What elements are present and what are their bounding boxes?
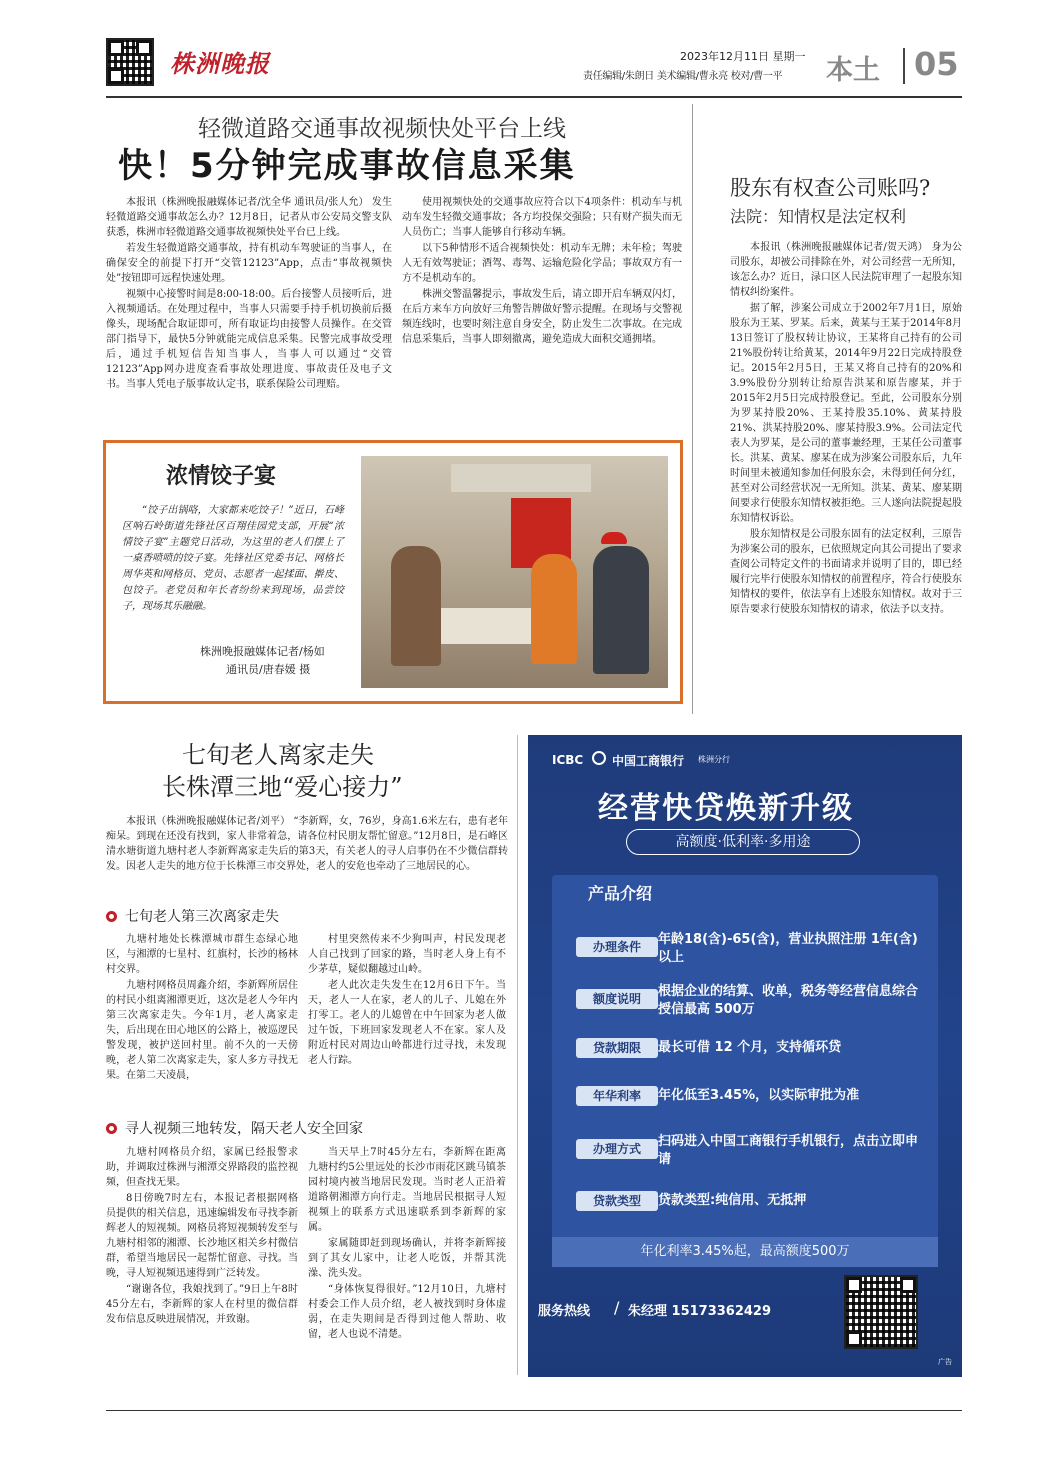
article3-paragraph: 九塘村网格员周鑫介绍，李新辉所居住的村民小组离湘潭更近，这次是老人今年内第三次离家走失。今年1月，老人离家走失，后出现在田心地区的公路上，被巡逻民警发现，被护送回村里。前不久的一天傍晚，老人第二次离家走失，家人多方寻找无果。在第二天凌晨， xyxy=(106,980,298,1081)
article1-paragraph: 本报讯（株洲晚报融媒体记者/沈全华 通讯员/张人允） 发生轻微道路交通事故怎么办？12月8日，记者从市公安局交警支队获悉，株洲市轻微道路交通事故视频快处平台已上线。 xyxy=(106,197,392,238)
section-bullet-icon xyxy=(106,1123,117,1134)
ad-summary: 年化利率3.45%起，最高额度500万 xyxy=(640,1244,850,1259)
article3-paragraph: 当天早上7时45分左右，李新辉在距离九塘村约5公里远处的长沙市雨花区跳马镇茶园村境内被当地居民发现。当时老人正沿着道路朝湘潭方向行走。当地居民根据寻人短视频上的联系方式迅速联系到李新辉的家属。 xyxy=(308,1147,506,1233)
article3-s2-col2 xyxy=(308,1145,506,1381)
article3-lead xyxy=(106,814,508,894)
ad-hotline-label: 服务热线 xyxy=(538,1304,591,1319)
section-divider xyxy=(903,48,905,84)
ad-qr-code[interactable] xyxy=(844,1275,918,1349)
article3-paragraph: 村里突然传来不少狗叫声，村民发现老人自己找到了回家的路，当时老人身上有不少茅草，疑似翻越过山岭。 xyxy=(308,934,506,975)
ad-row-label: 办理条件 xyxy=(576,937,658,957)
masthead-logo: 株洲晚报 xyxy=(170,49,270,78)
ad-hotline-value[interactable]: 朱经理 15173362429 xyxy=(628,1304,772,1319)
ad-summary-bar xyxy=(552,1237,938,1267)
article3-title-line2: 长株潭三地“爱心接力” xyxy=(162,773,403,801)
ad-row-label: 年华利率 xyxy=(576,1086,658,1106)
article3-paragraph: 8日傍晚7时左右，本报记者根据网格员提供的相关信息，迅速编辑发布寻找李新辉老人的短视频。网格员将短视频转发至与九塘村相邻的湘潭、长沙地区相关乡村微信群，希望当地居民一起帮忙留意、寻找。当晚，寻人短视频迅速得到广泛转发。 xyxy=(106,1193,298,1279)
article1-body-col1 xyxy=(106,195,392,393)
article3-s1-col1 xyxy=(106,932,298,1110)
feature-body: “饺子出锅咯，大家都来吃饺子！”近日，石峰区响石岭街道先锋社区百翔佳园党支部，开展“浓情饺子宴”主题党日活动，为这里的老人们摆上了一桌香喷喷的饺子宴。先锋社区党委书记、网格长周华英和网格员、党员、志愿者一起揉面、擀皮、包饺子。老党员和年长者纷纷来到现场，品尝饺子，现场其乐融融。 xyxy=(122,505,344,612)
article3-paragraph: 九塘村网格员介绍，家属已经报警求助，并调取过株洲与湘潭交界路段的监控视频，但查找无果。 xyxy=(106,1147,298,1188)
feature-title: 浓情饺子宴 xyxy=(166,464,277,489)
feature-credit-2: 通讯员/唐春媛 摄 xyxy=(226,663,311,676)
ad-row-label: 贷款类型 xyxy=(576,1191,658,1211)
article3-paragraph: 家属随即赶到现场确认，并将李新辉接到了其女儿家中，让老人吃饭，并帮其洗澡、洗头发。 xyxy=(308,1238,506,1279)
header-qr-code[interactable] xyxy=(106,38,154,86)
feature-box xyxy=(103,440,683,704)
issue-date: 2023年12月11日 星期一 xyxy=(680,50,806,63)
article1-title: 快！5分钟完成事故信息采集 xyxy=(118,146,576,186)
photo-person xyxy=(593,546,649,674)
article1-paragraph: 株洲交警温馨提示，事故发生后，请立即开启车辆双闪灯，在后方来车方向放好三角警告牌做好警示提醒。在现场与交警视频连线时，也要时刻注意自身安全，防止发生二次事故。在完成信息采集后，当事人即刻撤离，避免造成大面积交通拥堵。 xyxy=(402,289,682,345)
ad-hotline-slash: / xyxy=(614,1298,620,1317)
article1-body-col2 xyxy=(402,195,682,348)
article1-paragraph: 视频中心接警时间是8:00-18:00。后台接警人员接听后，进入视频通话。在处理过程中，当事人只需要手持手机切换前后摄像头，现场配合取证即可，所有取证均由接警人员操作。在交管部门指导下，最快5分钟就能完成信息采集。民警完成事故受理后，通过手机短信告知当事人，当事人可以通过“交管12123”App网办进度查看事故处理进度、事故责任及电子文书。当事人凭电子版事故认定书，联系保险公司理赔。 xyxy=(106,289,392,390)
article3-section2-heading xyxy=(106,1118,363,1138)
article3-lead-paragraph: 本报讯（株洲晚报融媒体记者/刘平） “李新辉，女，76岁，身高1.6米左右，患有老年痴呆。到现在还没有找到，家人非常着急，请各位村民朋友帮忙留意。”12月8日，是石峰区清水塘街道九塘村老人李新辉离家走失后的第3天，有关老人的寻人启事仍在不少微信群转发。因老人走失的地方位于长株潭三市交界处，老人的安危也牵动了三地居民的心。 xyxy=(106,816,508,872)
icbc-logo: ICBC xyxy=(552,753,584,767)
ad-tagline-pill xyxy=(626,829,860,855)
article2-paragraph: 本报讯（株洲晚报融媒体记者/贺天鸿） 身为公司股东，却被公司排除在外，对公司经营一无所知，该怎么办？近日，渌口区人民法院审理了一起股东知情权纠纷案件。 xyxy=(730,242,962,298)
feature-credit-1: 株洲晚报融媒体记者/杨如 xyxy=(200,645,325,658)
ad-headline: 经营快贷焕新升级 xyxy=(598,791,854,826)
ad-row-text: 最长可借 12 个月，支持循环贷 xyxy=(658,1040,842,1055)
article2-title: 股东有权查公司账吗? xyxy=(730,176,931,200)
photo-person xyxy=(531,554,577,664)
column-rule xyxy=(692,104,693,714)
photo-person xyxy=(391,546,441,666)
feature-photo xyxy=(361,456,668,688)
article3-s2-col1 xyxy=(106,1145,298,1381)
ad-row-text: 年龄18(含)-65(含)，营业执照注册 1年(含)以上 xyxy=(658,932,918,965)
editor-credits: 责任编辑/朱朗日 美术编辑/曹永亮 校对/曹一平 xyxy=(583,71,783,82)
article3-title-line1: 七旬老人离家走失 xyxy=(182,741,374,769)
icbc-advertisement[interactable] xyxy=(528,735,962,1377)
ad-row-text: 贷款类型:纯信用、无抵押 xyxy=(658,1193,807,1208)
ad-row-text: 根据企业的结算、收单，税务等经营信息综合授信最高 500万 xyxy=(658,984,919,1017)
article2-body xyxy=(730,240,962,710)
ad-row-text: 年化低至3.45%，以实际审批为准 xyxy=(658,1088,860,1103)
section2-heading-text: 寻人视频三地转发，隔天老人安全回家 xyxy=(125,1121,363,1137)
photo-red-cap xyxy=(601,532,627,544)
article3-paragraph: “谢谢各位，我娘找到了。”9日上午8时45分左右，李新辉的家人在村里的微信群发布信息反映进展情况，并致谢。 xyxy=(106,1284,298,1325)
photo-wall-banner xyxy=(451,464,591,492)
article3-paragraph: “身体恢复得很好。”12月10日，九塘村村委会工作人员介绍，老人被找到时身体虚弱，在走失期间是否得到过他人帮助、收留，老人也说不清楚。 xyxy=(308,1284,506,1340)
article2-paragraph: 据了解，涉案公司成立于2002年7月1日，原始股东为王某、罗某。后来，黄某与王某于2014年8月13日签订了股权转让协议，王某将自己持有的公司21%股份转让给黄某，2014年9月22日完成持股登记。2015年2月5日，王某又将自己持有的20%和3.9%股份分别转让给原告洪某和原告廖某，并于2015年2月5日完成持股登记。至此，公司股东分别为罗某持股20%、王某持股35.10%、黄某持股21%、洪某持股20%、廖某持股3.9%。公司法定代表人为罗某，是公司的董事兼经理，王某任公司董事长。洪某、黄某、廖某在成为涉案公司股东后，九年时间里未被通知参加任何股东会，未得到任何分红，甚至对公司经营状况一无所知。洪某、黄某、廖某期间要求行使股东知情权被拒绝。三人遂向法院提起股东知情权诉讼。 xyxy=(730,303,962,524)
article2-paragraph: 股东知情权是公司股东固有的法定权利，三原告为涉案公司的股东，已依照规定向其公司提出了要求查阅公司特定文件的书面请求并说明了目的，即已经履行完毕行使股东知情权的前置程序，符合行使股东知情权的要件，依法享有上述股东知情权。故对于三原告要求行使股东知情权的请求，依法予以支持。 xyxy=(730,529,962,615)
ad-row-label: 额度说明 xyxy=(576,989,658,1009)
article3-s1-col2 xyxy=(308,932,506,1110)
ad-row-label: 办理方式 xyxy=(576,1139,658,1159)
article1-paragraph: 若发生轻微道路交通事故，持有机动车驾驶证的当事人，在确保安全的前提下打开“交管12123”App，点击“事故视频快处”按钮即可远程快速处理。 xyxy=(106,243,392,284)
icbc-branch-name: 株洲分行 xyxy=(698,755,730,764)
section-bullet-icon xyxy=(106,911,117,922)
ad-intro-label: 产品介绍 xyxy=(588,884,653,903)
column-rule xyxy=(517,735,518,1375)
ad-tagline: 高额度·低利率·多用途 xyxy=(675,834,811,850)
article1-paragraph: 以下5种情形不适合视频快处：机动车无牌；未年检；驾驶人无有效驾驶证；酒驾、毒驾、运输危险化学品；事故双方有一方不是机动车的。 xyxy=(402,243,682,284)
section1-heading-text: 七旬老人第三次离家走失 xyxy=(125,909,279,925)
article3-section1-heading xyxy=(106,906,279,926)
article1-subtitle: 轻微道路交通事故视频快处平台上线 xyxy=(198,116,566,142)
header-rule xyxy=(106,96,962,98)
ad-row-text: 扫码进入中国工商银行手机银行，点击立即申请 xyxy=(658,1134,919,1167)
ad-footer-mark: 广告 xyxy=(938,1358,952,1366)
ad-row-label: 贷款期限 xyxy=(576,1038,658,1058)
icbc-bank-name: 中国工商银行 xyxy=(612,754,685,768)
icbc-emblem-icon xyxy=(592,751,606,765)
article2-subtitle: 法院：知情权是法定权利 xyxy=(730,207,907,226)
page-number: 05 xyxy=(914,45,959,83)
footer-rule xyxy=(106,1410,962,1411)
article1-paragraph: 使用视频快处的交通事故应符合以下4项条件：机动车与机动车发生轻微交通事故；各方均投保交强险；只有财产损失而无人员伤亡；当事人能够自行移动车辆。 xyxy=(402,197,682,238)
article3-paragraph: 老人此次走失发生在12月6日下午。当天，老人一人在家，老人的儿子、儿媳在外打零工。老人的儿媳曾在中午回家为老人做过午饭，下班回家发现老人不在家。家人及附近村民对周边山岭都进行过寻找，未发现老人行踪。 xyxy=(308,980,506,1066)
article3-paragraph: 九塘村地处长株潭城市群生态绿心地区，与湘潭的七星村、红旗村，长沙的杨林村交界。 xyxy=(106,934,298,975)
section-name: 本土 xyxy=(826,55,880,86)
